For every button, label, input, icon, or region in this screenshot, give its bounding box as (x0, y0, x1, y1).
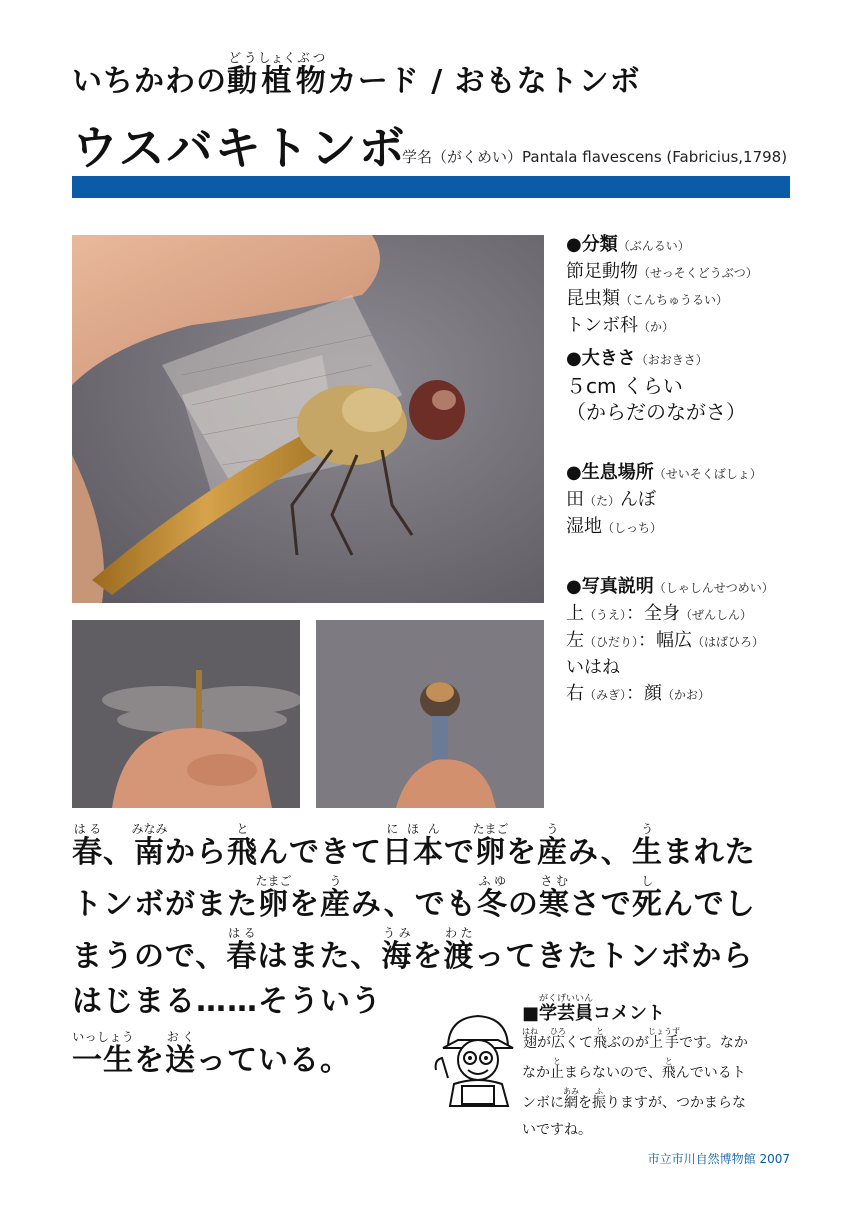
text-segment: なか (522, 1065, 550, 1081)
text-segment: ■ (522, 1003, 540, 1024)
ruby-word (537, 822, 568, 870)
furigana: う (320, 874, 351, 888)
size-note: （からだのながさ） (566, 400, 746, 424)
text-segment: コメント (593, 1003, 666, 1024)
class-name: トンボ科 (566, 315, 638, 336)
ruby-word (227, 50, 258, 99)
text-segment: 広 (550, 1035, 566, 1051)
heading-reading: （せいそくばしょ） (653, 467, 762, 481)
text-segment: 、 (103, 835, 134, 870)
text-segment: 冬 (476, 887, 508, 922)
furigana: ひろ (550, 1027, 566, 1036)
caption-text: 右 (566, 683, 584, 704)
text-segment: まれた (662, 835, 756, 870)
classification-item (566, 313, 826, 340)
text-segment: み、 (568, 835, 632, 870)
text-segment: まうので、 (72, 939, 227, 974)
series-suffix: カード / おもなトンボ (326, 64, 641, 99)
text-segment: 南 (131, 835, 168, 870)
habitat-text: んぼ (620, 489, 657, 510)
ruby-word (538, 874, 570, 922)
text-segment: 送 (165, 1043, 196, 1078)
classification-item (566, 259, 826, 286)
description-line (72, 822, 792, 874)
text-segment: 翅 (522, 1035, 538, 1051)
text-segment: くて (565, 1035, 593, 1051)
text-segment: で (444, 835, 475, 870)
caption-reading: （うえ） (584, 608, 627, 622)
text-segment: ぶのが (607, 1035, 649, 1051)
furigana: う (537, 822, 568, 836)
text-segment: 学芸員 (539, 1003, 594, 1024)
ruby-word (661, 1057, 676, 1081)
furigana: ふ (592, 1087, 606, 1096)
habitat-section (566, 460, 826, 541)
caption-reading: （ひだり） (584, 635, 639, 649)
text-segment: 海 (381, 939, 413, 974)
class-name: 節足動物 (566, 261, 638, 282)
text-segment: 日本 (382, 835, 444, 870)
text-segment: 卵 (255, 887, 292, 922)
museum-credit: 市立市川自然博物館 2007 (647, 1152, 790, 1166)
ruby-word (593, 1027, 607, 1051)
text-segment: 産 (320, 887, 351, 922)
furigana: と (550, 1057, 564, 1066)
furigana: ぶつ (295, 50, 327, 65)
caption-line (566, 628, 826, 655)
text-segment: 飛 (593, 1035, 607, 1051)
photo-caption-section (566, 574, 826, 708)
furigana: おく (165, 1030, 196, 1044)
text-segment: が (537, 1035, 551, 1051)
text-segment: を (506, 835, 537, 870)
classification-section (566, 232, 826, 340)
habitat-item (566, 487, 826, 514)
comment-body (522, 1027, 794, 1144)
curator-comment (522, 994, 794, 1144)
comment-line (522, 1057, 794, 1087)
text-segment: んでし (662, 887, 756, 922)
furigana: はる (72, 822, 103, 836)
text-segment: はまた、 (257, 939, 382, 974)
dragonfly-face-photo (316, 620, 544, 808)
text-segment: ってきたトンボから (474, 939, 754, 974)
text-segment: 卵 (472, 835, 509, 870)
text-segment: さで (569, 887, 632, 922)
size-section (566, 346, 826, 425)
ruby-word (522, 1027, 538, 1051)
text-segment: 網 (563, 1095, 579, 1111)
caption-line (566, 681, 826, 708)
furigana: はる (226, 926, 258, 940)
text-segment: っている。 (196, 1043, 351, 1078)
ruby-word (550, 1027, 566, 1051)
text-segment: ンボに (522, 1095, 564, 1111)
text-segment: 一生 (72, 1043, 134, 1078)
caption-reading: （ぜんしん） (680, 608, 753, 622)
heading-reading: （ぶんるい） (617, 239, 690, 253)
text-segment: はじまる……そういう (72, 984, 382, 1019)
habitat-text: 湿地 (566, 516, 602, 537)
caption-text: 左 (566, 630, 584, 651)
size-value: ５cm くらい (566, 374, 683, 398)
caption-reading: （はばひろ） (692, 635, 765, 649)
class-reading: （せっそくどうぶつ） (638, 266, 758, 280)
dragonfly-main-photo (72, 235, 544, 603)
ruby-word (476, 874, 508, 922)
text-segment: 春 (226, 939, 258, 974)
text-segment: 止 (550, 1065, 564, 1081)
text-segment: 振 (592, 1095, 606, 1111)
ruby-word (227, 822, 258, 870)
accent-bar (72, 176, 790, 198)
text-segment: トンボがまた (72, 887, 258, 922)
caption-text: ：全身 (626, 603, 681, 624)
classification-heading: ●分類 (566, 234, 618, 255)
text-segment: 死 (631, 887, 663, 922)
caption-reading: （かお） (662, 688, 711, 702)
ruby-word (631, 822, 663, 870)
habitat-item (566, 514, 826, 541)
furigana: いっしょう (72, 1030, 134, 1044)
class-reading: （か） (638, 320, 675, 334)
ruby-word (472, 822, 509, 870)
habitat-reading: （しっち） (602, 521, 663, 535)
caption-line (566, 601, 826, 628)
ruby-word (443, 926, 475, 974)
curator-mascot-illustration (428, 1008, 522, 1108)
habitat-heading: ●生息場所 (566, 462, 654, 483)
furigana: たまご (472, 822, 509, 836)
furigana: う (631, 822, 663, 836)
dragonfly-wings-photo (72, 620, 300, 808)
ruby-word (550, 1057, 564, 1081)
caption-text: ：幅広 (638, 630, 693, 651)
caption-text: ：顔 (626, 683, 663, 704)
habitat-text: 田 (566, 489, 584, 510)
text-segment: 産 (537, 835, 568, 870)
series-prefix: いちかわの (72, 64, 227, 99)
comment-heading (522, 994, 794, 1025)
ruby-word (295, 50, 327, 99)
text-segment: を (578, 1095, 592, 1111)
furigana: みなみ (131, 822, 168, 836)
heading-reading: （おおきさ） (635, 353, 708, 367)
ruby-word (382, 822, 444, 870)
text-segment: を (134, 1043, 165, 1078)
size-heading: ●大きさ (566, 348, 636, 369)
kanji: 動 (227, 64, 258, 99)
furigana: にほん (382, 822, 444, 836)
ruby-word (381, 926, 413, 974)
ruby-word (226, 926, 258, 974)
kanji: 植 (258, 64, 296, 99)
comment-line (522, 1027, 794, 1057)
ruby-word (165, 1030, 196, 1078)
ruby-word (72, 822, 103, 870)
text-segment: を (412, 939, 444, 974)
text-segment: です。なか (679, 1035, 748, 1051)
furigana: と (593, 1027, 607, 1036)
habitat-reading: （た） (584, 494, 621, 508)
ruby-word (539, 994, 594, 1024)
text-segment: 生 (631, 835, 663, 870)
ruby-word (592, 1087, 606, 1111)
text-segment: み、でも (351, 887, 477, 922)
furigana: しょく (258, 50, 296, 65)
kanji: 物 (295, 64, 327, 99)
text-segment: 上手 (648, 1035, 680, 1051)
text-segment: 飛 (661, 1065, 676, 1081)
furigana: じょうず (648, 1027, 680, 1036)
comment-line (522, 1117, 794, 1144)
card-series-title (72, 50, 792, 100)
furigana: うみ (381, 926, 413, 940)
description-line (72, 926, 792, 978)
text-segment: を (289, 887, 320, 922)
description-line (72, 874, 792, 926)
ruby-word (631, 874, 663, 922)
furigana: さむ (538, 874, 570, 888)
class-reading: （こんちゅうるい） (620, 293, 729, 307)
text-segment: 飛 (227, 835, 258, 870)
class-name: 昆虫類 (566, 288, 620, 309)
ruby-word (131, 822, 168, 870)
text-segment: 寒 (538, 887, 570, 922)
ruby-word (258, 50, 296, 99)
text-segment: まらないので、 (564, 1065, 662, 1081)
ruby-word (320, 874, 351, 922)
furigana: と (227, 822, 258, 836)
text-segment: の (507, 887, 539, 922)
text-segment: りますが、つかまらな (606, 1095, 746, 1111)
furigana: し (631, 874, 663, 888)
classification-item (566, 286, 826, 313)
caption-reading: （みぎ） (584, 688, 627, 702)
furigana: どう (227, 50, 258, 65)
heading-reading: （しゃしんせつめい） (653, 581, 774, 595)
furigana: あみ (563, 1087, 579, 1096)
text-segment: んできて (258, 835, 382, 870)
ruby-word (563, 1087, 579, 1111)
photo-caption-heading: ●写真説明 (566, 576, 654, 597)
furigana: と (661, 1057, 676, 1066)
text-segment: 渡 (443, 939, 475, 974)
caption-text: 上 (566, 603, 584, 624)
title-row (72, 112, 792, 176)
furigana: たまご (255, 874, 292, 888)
furigana: はね (522, 1027, 538, 1036)
ruby-word (72, 1030, 134, 1078)
text-segment: いですね。 (522, 1122, 592, 1138)
ruby-word (648, 1027, 680, 1051)
ruby-word (255, 874, 292, 922)
caption-line: いはね (566, 657, 620, 678)
furigana: がくげいいん (539, 994, 594, 1004)
text-segment: から (165, 835, 227, 870)
scientific-name: 学名（がくめい）Pantala flavescens (Fabricius,1798) (402, 148, 788, 166)
text-segment: 春 (72, 835, 103, 870)
furigana: わた (443, 926, 475, 940)
furigana: ふゆ (476, 874, 508, 888)
comment-line (522, 1087, 794, 1117)
text-segment: んでいるト (675, 1065, 746, 1081)
species-title: ウスバキトンボ (72, 121, 407, 175)
